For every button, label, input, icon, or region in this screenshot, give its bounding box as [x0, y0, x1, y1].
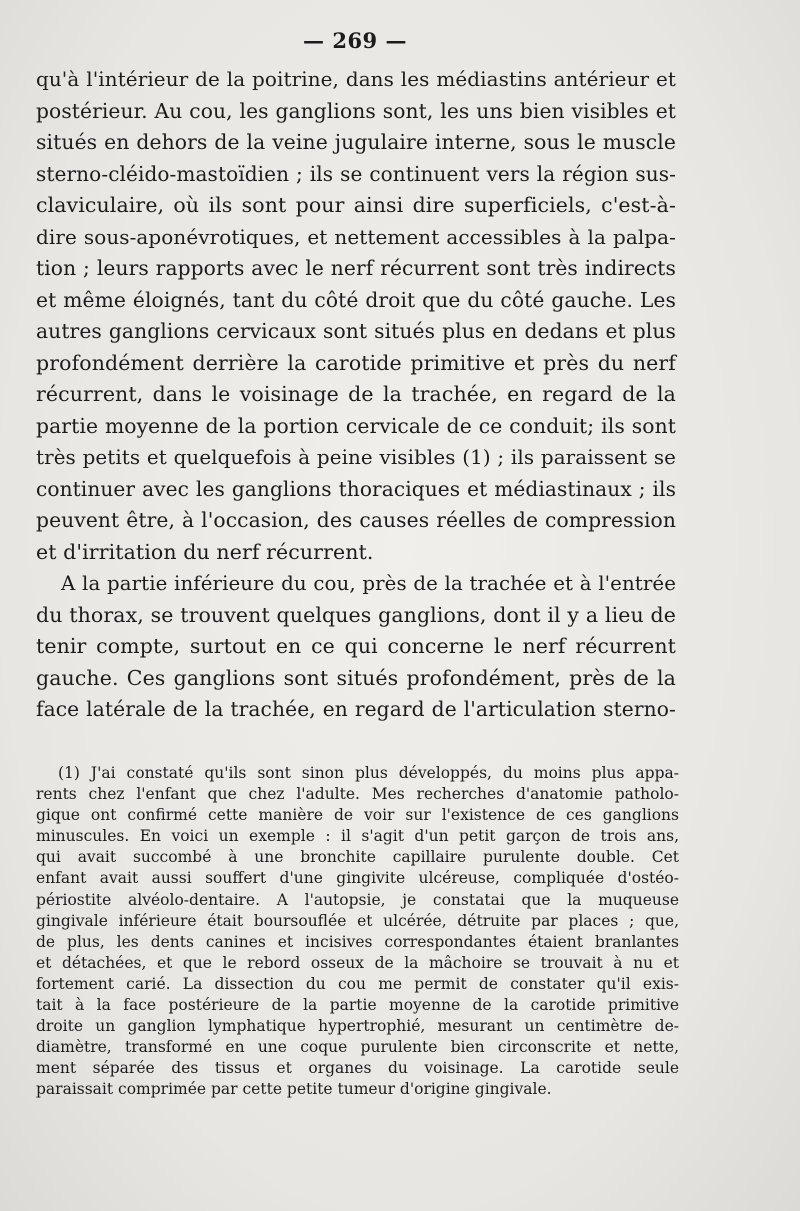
text-line: tenir compte, surtout en ce qui concerne le nerf récurrent — [36, 634, 676, 658]
text-line: et même éloignés, tant du côté droit que du côté gauche. Les — [36, 287, 676, 312]
footnote-line: diamètre, transformé en une coque purulente bien circonscrite et nette, — [36, 1038, 679, 1057]
text-line: et d'irritation du nerf récurrent. — [36, 539, 374, 564]
footnote-line: gique ont confirmé cette manière de voir sur l'existence de ces ganglions — [36, 806, 679, 825]
footnote-line: périostite alvéolo-dentaire. A l'autopsie, je constatai que la muqueuse — [36, 890, 679, 909]
text-line: gauche. Ces ganglions sont situés profondément, près de la — [36, 665, 676, 690]
footnote-line: minuscules. En voici un exemple : il s'agit d'un petit garçon de trois ans, — [36, 827, 679, 846]
text-line: peuvent être, à l'occasion, des causes réelles de compression — [36, 508, 676, 532]
footnote-line: paraissait comprimée par cette petite tumeur d'origine gingivale. — [36, 1080, 552, 1099]
text-line: claviculaire, où ils sont pour ainsi dire superficiels, c'est-à- — [36, 193, 676, 217]
text-line: continuer avec les ganglions thoraciques et médiastinaux ; ils — [36, 476, 676, 501]
text-line: sterno-cléido-mastoïdien ; ils se continuent vers la région sus- — [36, 161, 676, 186]
text-line: tion ; leurs rapports avec le nerf récurrent sont très indirects — [36, 256, 676, 280]
footnote-line: de plus, les dents canines et incisives correspondantes étaient branlantes — [36, 932, 679, 951]
text-line: dire sous-aponévrotiques, et nettement accessibles à la palpa- — [36, 224, 676, 249]
paragraph-start-line: A la partie inférieure du cou, près de la trachée et à l'entrée — [61, 572, 676, 595]
footnote-line: fortement carié. La dissection du cou me permit de constater qu'il exis- — [36, 974, 679, 993]
text-line: du thorax, se trouvent quelques ganglions, dont il y a lieu de — [36, 602, 676, 627]
footnote-line: (1) J'ai constaté qu'ils sont sinon plus développés, du moins plus appa- — [58, 764, 679, 782]
page-number: — 269 — — [303, 28, 407, 53]
footnote — [36, 763, 679, 1101]
footnote-line: rents chez l'enfant que chez l'adulte. Mes recherches d'anatomie patholo- — [36, 785, 679, 804]
text-line: récurrent, dans le voisinage de la trachée, en regard de la — [36, 382, 676, 406]
footnote-line: ment séparée des tissus et organes du voisinage. La carotide seule — [36, 1059, 679, 1078]
text-line: qu'à l'intérieur de la poitrine, dans les médiastins antérieur et — [36, 67, 676, 91]
text-line: face latérale de la trachée, en regard de l'articulation sterno- — [36, 697, 676, 721]
text-line: situés en dehors de la veine jugulaire interne, sous le muscle — [36, 130, 676, 154]
footnote-line: et détachées, et que le rebord osseux de la mâchoire se trouvait à nu et — [36, 953, 679, 972]
footnote-line: tait à la face postérieure de la partie moyenne de la carotide primitive — [36, 996, 679, 1015]
footnote-line: qui avait succombé à une bronchite capillaire purulente double. Cet — [36, 848, 679, 867]
text-line: très petits et quelquefois à peine visibles (1) ; ils paraissent se — [36, 446, 676, 469]
text-line: autres ganglions cervicaux sont situés plus en dedans et plus — [36, 319, 676, 343]
footnote-line: gingivale inférieure était boursouflée et ulcérée, détruite par places ; que, — [36, 911, 679, 930]
footnote-line: enfant avait aussi souffert d'une gingivite ulcéreuse, compliquée d'ostéo- — [36, 869, 679, 888]
footnote-line: droite un ganglion lymphatique hypertrophié, mesurant un centimètre de- — [36, 1017, 679, 1036]
text-line: postérieur. Au cou, les ganglions sont, les uns bien visibles et — [36, 98, 676, 123]
text-line: partie moyenne de la portion cervicale de ce conduit; ils sont — [36, 413, 676, 438]
main-text — [36, 64, 676, 726]
text-line: profondément derrière la carotide primitive et près du nerf — [36, 350, 676, 375]
